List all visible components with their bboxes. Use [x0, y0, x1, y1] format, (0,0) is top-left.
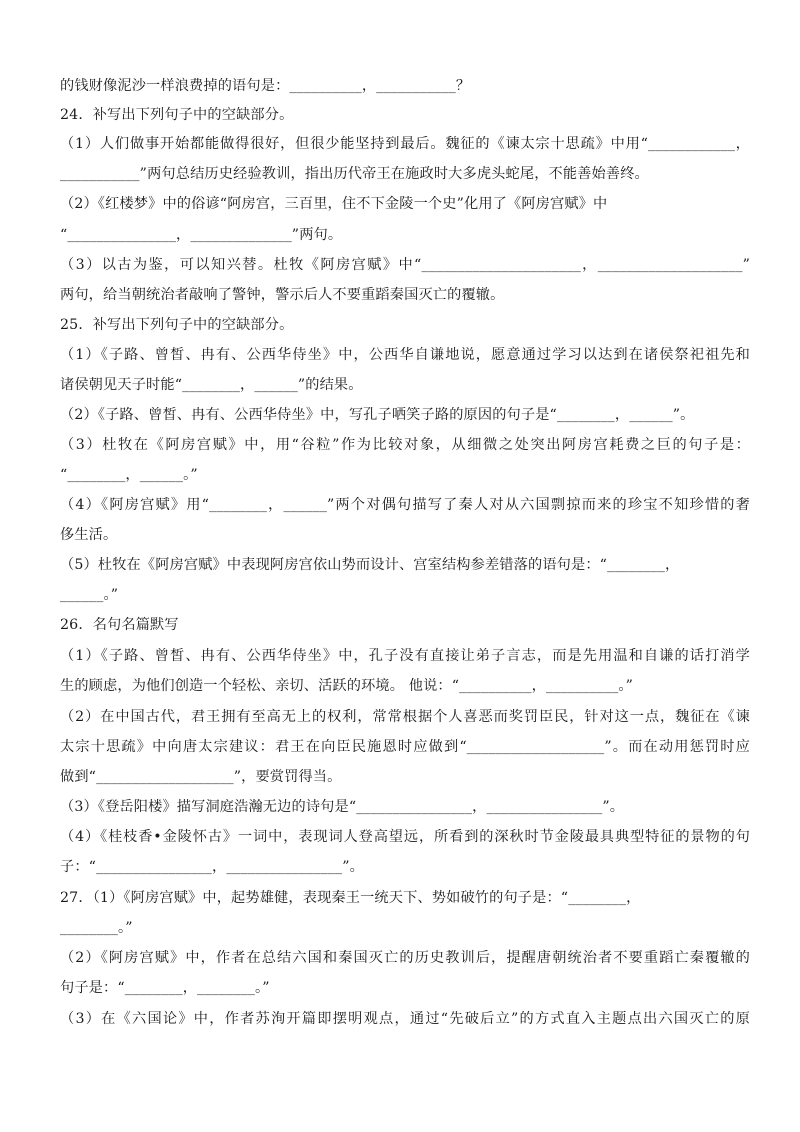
- text-line: 的钱财像泥沙一样浪费掉的语句是：__________，___________？: [60, 78, 471, 94]
- text-line: （4）《阿房宫赋》用“________，______”两个对偶句描写了秦人对从六国剽掠而来的珍宝不知珍惜的奢: [60, 497, 750, 513]
- text-line: ________。”: [60, 920, 133, 936]
- text-line: （3）杜牧在《阿房宫赋》中，用“谷粒”作为比较对象，从细微之处突出阿房宫耗费之巨的句子是：: [60, 437, 750, 453]
- text-line: ___________”两句总结历史经验教训，指出历代帝王在施政时大多虎头蛇尾，不能善始善终。: [60, 166, 649, 182]
- text-line: （5）杜牧在《阿房宫赋》中表现阿房宫依山势而设计、宫室结构参差错落的语句是：“________，: [60, 557, 680, 573]
- text-line: （2）《阿房宫赋》中，作者在总结六国和秦国灭亡的历史教训后，提醒唐朝统治者不要重蹈亡秦覆辙的: [60, 950, 750, 966]
- question-26-heading: 26．名句名篇默写: [60, 617, 179, 633]
- text-line: （1）《子路、曾皙、冉有、公西华侍坐》中，公西华自谦地说，愿意通过学习以达到在诸侯祭祀祖先和: [60, 347, 750, 363]
- text-line: “________，______。”: [60, 467, 198, 483]
- text-line: （3）《登岳阳楼》描写洞庭浩瀚无边的诗句是“________________，________________”。: [60, 799, 625, 815]
- text-line: （4）《桂枝香•金陵怀古》一词中，表现词人登高望远，所看到的深秋时节金陵最具典型特征的景物的句: [60, 829, 750, 845]
- text-line: 侈生活。: [60, 527, 118, 543]
- text-line: （1）《子路、曾皙、冉有、公西华侍坐》中，孔子没有直接让弟子言志，而是先用温和自谦的话打消学: [60, 648, 750, 664]
- text-line: （3）在《六国论》中，作者苏洵开篇即摆明观点，通过“先破后立”的方式直入主题点出六国灭亡的原: [60, 1011, 750, 1027]
- text-line: （1）人们做事开始都能做得很好，但很少能坚持到最后。魏征的《谏太宗十思疏》中用“____________，: [60, 136, 750, 152]
- text-line: （2）在中国古代，君王拥有至高无上的权利，常常根据个人喜恶而奖罚臣民，针对这一点，魏征在《谏: [60, 709, 750, 725]
- text-line: ______。”: [60, 587, 119, 603]
- question-27-heading: 27．（1）《阿房宫赋》中，起势雄健，表现秦王一统天下、势如破竹的句子是：“________，: [60, 890, 641, 906]
- text-line: 两句，给当朝统治者敲响了警钟，警示后人不要重蹈秦国灭亡的覆辙。: [60, 287, 505, 303]
- text-line: 做到“___________________”，要赏罚得当。: [60, 769, 342, 785]
- text-line: 生的顾虑，为他们创造一个轻松、亲切、活跃的环境。 他说：“__________，__________。”: [60, 678, 634, 694]
- question-25-heading: 25．补写出下列句子中的空缺部分。: [60, 317, 294, 333]
- text-line: 诸侯朝见天子时能“________，______”的结果。: [60, 377, 363, 393]
- text-line: （2）《子路、曾皙、冉有、公西华侍坐》中，写孔子哂笑子路的原因的句子是“________，______”。: [60, 407, 695, 423]
- text-line: （2）《红楼梦》中的俗谚“阿房宫，三百里，住不下金陵一个史”化用了《阿房宫赋》中: [60, 196, 608, 212]
- text-line: 句子是：“________，________。”: [60, 980, 270, 996]
- text-line: 子：“________________，________________”。: [60, 859, 364, 875]
- question-24-heading: 24．补写出下列句子中的空缺部分。: [60, 107, 294, 123]
- text-line: “_______________，______________”两句。: [60, 227, 343, 243]
- text-line: 太宗十思疏》中向唐太宗建议：君王在向臣民施恩时应做到“___________________”。而在动用惩罚时应: [60, 739, 750, 755]
- text-line: （3）以古为鉴，可以知兴替。杜牧《阿房宫赋》中“______________________，____________________”: [60, 257, 750, 273]
